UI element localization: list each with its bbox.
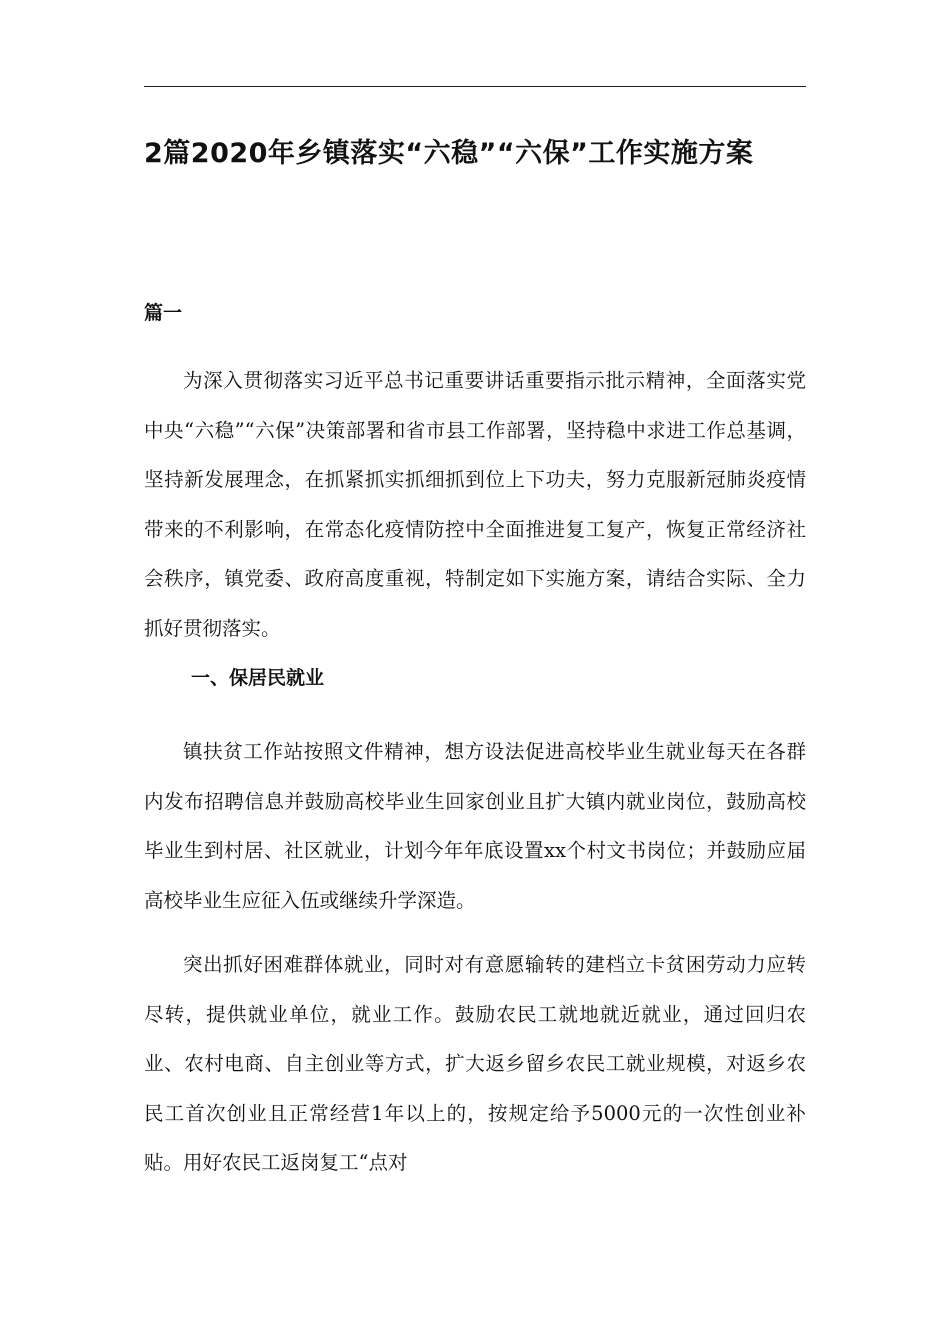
header-rule xyxy=(144,86,806,87)
document-title: 2篇2020年乡镇落实“六稳”“六保”工作实施方案 xyxy=(144,138,754,169)
body-paragraph-3: 突出抓好困难群体就业，同时对有意愿输转的建档立卡贫困劳动力应转尽转，提供就业单位，就业工作。鼓励农民工就地就近就业，通过回归农业、农村电商、自主创业等方式，扩大返乡留乡农民工就业规模，对返乡农民工首次创业且正常经营1年以上的，按规定给予5000元的一次性创业补贴。用好农民工返岗复工“点对 xyxy=(144,953,806,1174)
body-paragraph-2: 镇扶贫工作站按照文件精神，想方设法促进高校毕业生就业每天在各群内发布招聘信息并鼓励高校毕业生回家创业且扩大镇内就业岗位，鼓励高校毕业生到村居、社区就业，计划今年年底设置xx个村文书岗位；并鼓励应届高校毕业生应征入伍或继续升学深造。 xyxy=(144,740,806,912)
section-heading: 篇一 xyxy=(144,302,183,324)
body-paragraph-1: 为深入贯彻落实习近平总书记重要讲话重要指示批示精神，全面落实党中央“六稳”“六保”决策部署和省市县工作部署，坚持稳中求进工作总基调，坚持新发展理念，在抓紧抓实抓细抓到位上下功夫，努力克服新冠肺炎疫情带来的不利影响，在常态化疫情防控中全面推进复工复产，恢复正常经济社会秩序，镇党委、政府高度重视，特制定如下实施方案，请结合实际、全力抓好贯彻落实。 xyxy=(144,369,806,640)
subheading-employment: 一、保居民就业 xyxy=(191,667,325,689)
